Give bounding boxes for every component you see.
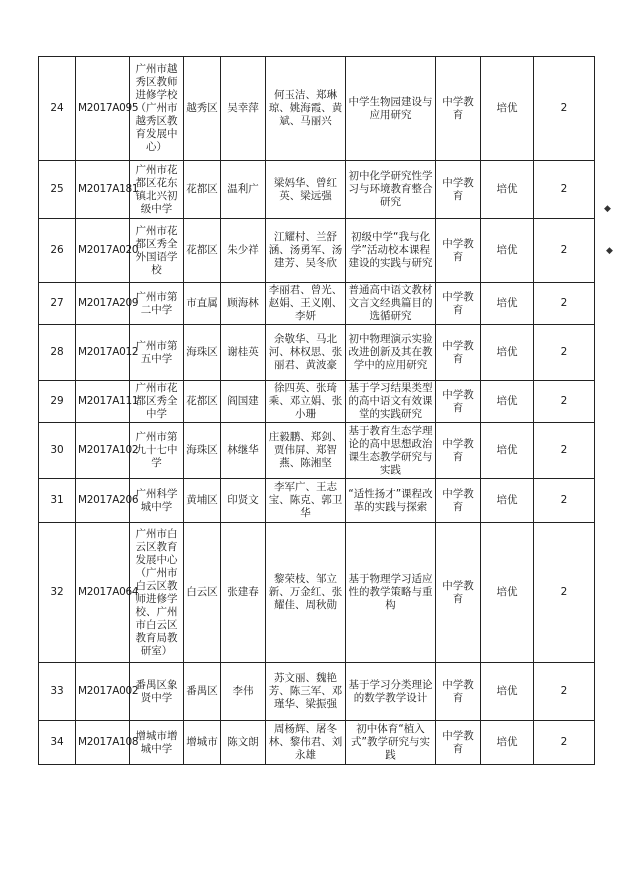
table-row bbox=[39, 721, 595, 765]
members: 李军广、王志宝、陈克、郭卫华 bbox=[266, 479, 346, 523]
row-number: 26 bbox=[39, 219, 76, 283]
project-code: M2017A002 bbox=[76, 663, 130, 721]
level: 培优 bbox=[481, 161, 534, 219]
level: 培优 bbox=[481, 325, 534, 381]
scan-speck: ◆ bbox=[604, 204, 611, 214]
table-row bbox=[39, 161, 595, 219]
category: 中学教育 bbox=[436, 283, 481, 325]
members: 黎荣枝、邹立新、万金红、张耀佳、周秋勋 bbox=[266, 523, 346, 663]
members: 余敬华、马北河、林权思、张丽君、黄波豪 bbox=[266, 325, 346, 381]
unit-name: 广州市第二中学 bbox=[130, 283, 184, 325]
unit-name: 广州市第九十七中学 bbox=[130, 423, 184, 479]
row-number: 29 bbox=[39, 381, 76, 423]
project-code: M2017A111 bbox=[76, 381, 130, 423]
row-number: 34 bbox=[39, 721, 76, 765]
district: 番禺区 bbox=[184, 663, 221, 721]
level: 培优 bbox=[481, 57, 534, 161]
topic: “适性扬才”课程改革的实践与探索 bbox=[346, 479, 436, 523]
project-code: M2017A012 bbox=[76, 325, 130, 381]
district: 黄埔区 bbox=[184, 479, 221, 523]
unit-name: 广州市花都区秀全中学 bbox=[130, 381, 184, 423]
row-number: 27 bbox=[39, 283, 76, 325]
leader: 吴幸萍 bbox=[221, 57, 266, 161]
topic: 基于教育生态学理论的高中思想政治课生态教学研究与实践 bbox=[346, 423, 436, 479]
project-code: M2017A108 bbox=[76, 721, 130, 765]
category: 中学教育 bbox=[436, 381, 481, 423]
leader: 顾海林 bbox=[221, 283, 266, 325]
members: 江耀村、兰舒涵、汤勇军、汤建芳、吴冬欣 bbox=[266, 219, 346, 283]
table-row bbox=[39, 663, 595, 721]
unit-name: 广州市白云区教育发展中心（广州市白云区教师进修学校、广州市白云区教育局教研室） bbox=[130, 523, 184, 663]
count: 2 bbox=[534, 721, 595, 765]
category: 中学教育 bbox=[436, 219, 481, 283]
table-row bbox=[39, 423, 595, 479]
unit-name: 广州科学城中学 bbox=[130, 479, 184, 523]
row-number: 32 bbox=[39, 523, 76, 663]
level: 培优 bbox=[481, 523, 534, 663]
category: 中学教育 bbox=[436, 663, 481, 721]
district: 花都区 bbox=[184, 161, 221, 219]
leader: 谢桂英 bbox=[221, 325, 266, 381]
members: 庄毅鹏、郑剑、贾伟屏、郑智燕、陈湘坚 bbox=[266, 423, 346, 479]
table-row bbox=[39, 523, 595, 663]
district: 越秀区 bbox=[184, 57, 221, 161]
level: 培优 bbox=[481, 283, 534, 325]
row-number: 25 bbox=[39, 161, 76, 219]
category: 中学教育 bbox=[436, 721, 481, 765]
category: 中学教育 bbox=[436, 57, 481, 161]
unit-name: 增城市增城中学 bbox=[130, 721, 184, 765]
table-row bbox=[39, 283, 595, 325]
count: 2 bbox=[534, 161, 595, 219]
leader: 林继华 bbox=[221, 423, 266, 479]
row-number: 31 bbox=[39, 479, 76, 523]
topic: 初级中学“我与化学”活动校本课程建设的实践与研究 bbox=[346, 219, 436, 283]
level: 培优 bbox=[481, 663, 534, 721]
topic: 基于物理学习适应性的教学策略与重构 bbox=[346, 523, 436, 663]
district: 花都区 bbox=[184, 381, 221, 423]
level: 培优 bbox=[481, 721, 534, 765]
leader: 阎国建 bbox=[221, 381, 266, 423]
project-code: M2017A206 bbox=[76, 479, 130, 523]
category: 中学教育 bbox=[436, 325, 481, 381]
unit-name: 番禺区象贤中学 bbox=[130, 663, 184, 721]
row-number: 30 bbox=[39, 423, 76, 479]
topic: 初中化学研究性学习与环境教育整合研究 bbox=[346, 161, 436, 219]
topic: 初中体育“植入式”教学研究与实践 bbox=[346, 721, 436, 765]
district: 海珠区 bbox=[184, 423, 221, 479]
district: 花都区 bbox=[184, 219, 221, 283]
project-code: M2017A095 bbox=[76, 57, 130, 161]
district: 白云区 bbox=[184, 523, 221, 663]
leader: 陈文朗 bbox=[221, 721, 266, 765]
table-row bbox=[39, 325, 595, 381]
count: 2 bbox=[534, 325, 595, 381]
category: 中学教育 bbox=[436, 161, 481, 219]
leader: 李伟 bbox=[221, 663, 266, 721]
category: 中学教育 bbox=[436, 479, 481, 523]
project-code: M2017A102 bbox=[76, 423, 130, 479]
leader: 张建春 bbox=[221, 523, 266, 663]
topic: 普通高中语文教材文言文经典篇目的选循研究 bbox=[346, 283, 436, 325]
topic: 基于学习分类理论的数学教学设计 bbox=[346, 663, 436, 721]
count: 2 bbox=[534, 423, 595, 479]
count: 2 bbox=[534, 523, 595, 663]
level: 培优 bbox=[481, 479, 534, 523]
row-number: 28 bbox=[39, 325, 76, 381]
count: 2 bbox=[534, 57, 595, 161]
table-row bbox=[39, 479, 595, 523]
district: 海珠区 bbox=[184, 325, 221, 381]
project-code: M2017A181 bbox=[76, 161, 130, 219]
members: 李丽君、曾光、赵娟、王义刚、李妍 bbox=[266, 283, 346, 325]
count: 2 bbox=[534, 663, 595, 721]
table-row bbox=[39, 57, 595, 161]
leader: 印贤文 bbox=[221, 479, 266, 523]
scan-speck: ◆ bbox=[606, 246, 613, 256]
project-code: M2017A209 bbox=[76, 283, 130, 325]
unit-name: 广州市花都区秀全外国语学校 bbox=[130, 219, 184, 283]
level: 培优 bbox=[481, 219, 534, 283]
row-number: 33 bbox=[39, 663, 76, 721]
level: 培优 bbox=[481, 423, 534, 479]
topic: 初中物理演示实验改进创新及其在教学中的应用研究 bbox=[346, 325, 436, 381]
unit-name: 广州市第五中学 bbox=[130, 325, 184, 381]
unit-name: 广州市越秀区教师进修学校（广州市越秀区教育发展中心） bbox=[130, 57, 184, 161]
count: 2 bbox=[534, 283, 595, 325]
count: 2 bbox=[534, 381, 595, 423]
category: 中学教育 bbox=[436, 523, 481, 663]
members: 周杨辉、屠冬林、黎伟君、刘永雄 bbox=[266, 721, 346, 765]
members: 梁妈华、曾红英、梁远强 bbox=[266, 161, 346, 219]
topic: 基于学习结果类型的高中语文有效课堂的实践研究 bbox=[346, 381, 436, 423]
category: 中学教育 bbox=[436, 423, 481, 479]
unit-name: 广州市花都区花东镇北兴初级中学 bbox=[130, 161, 184, 219]
project-code: M2017A020 bbox=[76, 219, 130, 283]
project-code: M2017A064 bbox=[76, 523, 130, 663]
table-row bbox=[39, 381, 595, 423]
members: 何玉洁、郑琳琼、姚海霞、黄斌、马丽兴 bbox=[266, 57, 346, 161]
topic: 中学生物园建设与应用研究 bbox=[346, 57, 436, 161]
members: 徐四英、张琦乘、邓立娟、张小珊 bbox=[266, 381, 346, 423]
leader: 朱少祥 bbox=[221, 219, 266, 283]
leader: 温利广 bbox=[221, 161, 266, 219]
district: 市直属 bbox=[184, 283, 221, 325]
count: 2 bbox=[534, 219, 595, 283]
level: 培优 bbox=[481, 381, 534, 423]
project-table bbox=[38, 56, 595, 765]
members: 苏文丽、魏艳芳、陈三军、邓瑾华、梁振强 bbox=[266, 663, 346, 721]
table-row bbox=[39, 219, 595, 283]
district: 增城市 bbox=[184, 721, 221, 765]
count: 2 bbox=[534, 479, 595, 523]
row-number: 24 bbox=[39, 57, 76, 161]
